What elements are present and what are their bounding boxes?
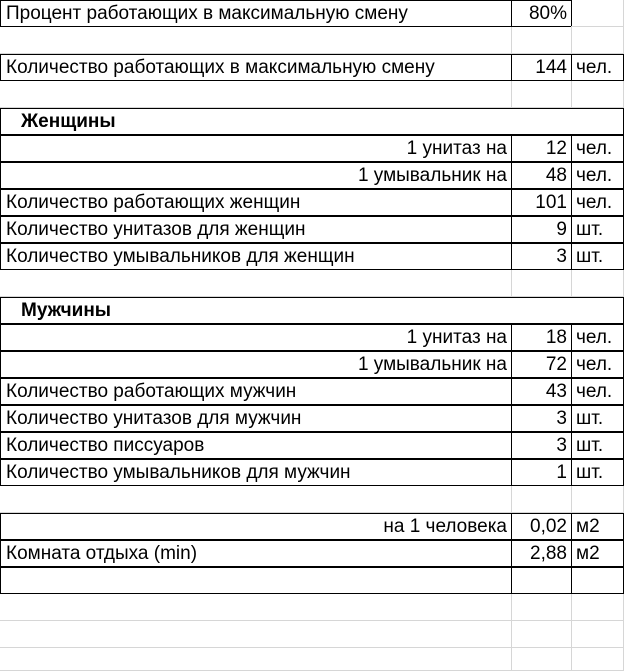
value-cell[interactable]: 0,02 <box>511 513 572 540</box>
table-row <box>0 0 624 27</box>
label-cell[interactable]: 1 унитаз на <box>0 135 512 162</box>
unit-cell[interactable]: чел. <box>571 324 624 351</box>
label-cell[interactable]: Количество работающих в максимальную смену <box>0 54 512 81</box>
empty-row <box>0 27 624 54</box>
unit-cell[interactable]: шт. <box>571 405 624 432</box>
empty-cell[interactable] <box>571 567 624 594</box>
empty-cell[interactable] <box>0 270 512 297</box>
empty-cell[interactable] <box>0 621 512 648</box>
unit-cell[interactable]: м2 <box>571 513 624 540</box>
empty-row <box>0 81 624 108</box>
unit-cell[interactable]: чел. <box>571 54 624 81</box>
value-cell[interactable]: 72 <box>511 351 572 378</box>
table-row <box>0 405 624 432</box>
value-cell[interactable]: 18 <box>511 324 572 351</box>
value-cell[interactable]: 2,88 <box>511 540 572 567</box>
empty-cell[interactable] <box>511 81 572 108</box>
empty-cell[interactable] <box>0 486 512 513</box>
empty-cell[interactable] <box>571 486 624 513</box>
value-cell[interactable]: 101 <box>511 189 572 216</box>
table-row <box>0 459 624 486</box>
empty-cell[interactable] <box>0 648 512 671</box>
value-cell[interactable]: 3 <box>511 405 572 432</box>
label-cell[interactable]: 1 умывальник на <box>0 351 512 378</box>
empty-row <box>0 567 624 594</box>
table-row <box>0 216 624 243</box>
unit-cell[interactable]: чел. <box>571 135 624 162</box>
table-row <box>0 162 624 189</box>
label-cell[interactable]: Количество работающих женщин <box>0 189 512 216</box>
label-cell[interactable]: Количество умывальников для женщин <box>0 243 512 270</box>
table-row <box>0 243 624 270</box>
label-cell[interactable]: 1 умывальник на <box>0 162 512 189</box>
value-cell[interactable]: 48 <box>511 162 572 189</box>
unit-cell[interactable]: шт. <box>571 432 624 459</box>
section-row-women <box>0 108 624 135</box>
table-row <box>0 540 624 567</box>
empty-row <box>0 621 624 648</box>
unit-cell[interactable]: чел. <box>571 351 624 378</box>
table-row <box>0 324 624 351</box>
empty-cell[interactable] <box>511 270 572 297</box>
table-row <box>0 135 624 162</box>
label-cell[interactable]: Количество умывальников для мужчин <box>0 459 512 486</box>
empty-cell[interactable] <box>571 594 624 621</box>
empty-cell[interactable] <box>571 621 624 648</box>
value-cell[interactable]: 43 <box>511 378 572 405</box>
empty-cell[interactable] <box>571 81 624 108</box>
empty-cell[interactable] <box>571 648 624 671</box>
unit-cell[interactable]: шт. <box>571 216 624 243</box>
empty-cell[interactable] <box>0 81 512 108</box>
unit-cell[interactable] <box>571 0 624 27</box>
unit-cell[interactable]: чел. <box>571 162 624 189</box>
value-cell[interactable]: 9 <box>511 216 572 243</box>
empty-cell[interactable] <box>571 270 624 297</box>
label-cell[interactable]: 1 унитаз на <box>0 324 512 351</box>
label-cell[interactable]: Количество унитазов для мужчин <box>0 405 512 432</box>
label-cell[interactable]: Количество писсуаров <box>0 432 512 459</box>
unit-cell[interactable]: м2 <box>571 540 624 567</box>
unit-cell[interactable]: чел. <box>571 189 624 216</box>
value-cell[interactable]: 80% <box>511 0 572 27</box>
empty-row <box>0 594 624 621</box>
value-cell[interactable]: 144 <box>511 54 572 81</box>
label-cell[interactable]: Комната отдыха (min) <box>0 540 512 567</box>
empty-cell[interactable] <box>511 648 572 671</box>
empty-cell[interactable] <box>571 27 624 54</box>
empty-row <box>0 486 624 513</box>
empty-cell[interactable] <box>0 594 512 621</box>
value-cell[interactable]: 12 <box>511 135 572 162</box>
unit-cell[interactable]: шт. <box>571 459 624 486</box>
table-row <box>0 378 624 405</box>
unit-cell[interactable]: шт. <box>571 243 624 270</box>
value-cell[interactable]: 1 <box>511 459 572 486</box>
table-row <box>0 432 624 459</box>
empty-cell[interactable] <box>511 621 572 648</box>
value-cell[interactable]: 3 <box>511 432 572 459</box>
label-cell[interactable]: на 1 человека <box>0 513 512 540</box>
empty-cell[interactable] <box>0 567 512 594</box>
empty-cell[interactable] <box>511 486 572 513</box>
section-header-women[interactable]: Женщины <box>0 108 624 135</box>
empty-cell[interactable] <box>511 567 572 594</box>
empty-cell[interactable] <box>511 594 572 621</box>
label-cell[interactable]: Процент работающих в максимальную смену <box>0 0 512 27</box>
unit-cell[interactable]: чел. <box>571 378 624 405</box>
empty-cell[interactable] <box>511 27 572 54</box>
table-row <box>0 513 624 540</box>
empty-row <box>0 648 624 671</box>
table-row <box>0 54 624 81</box>
table-row <box>0 351 624 378</box>
section-row-men <box>0 297 624 324</box>
label-cell[interactable]: Количество работающих мужчин <box>0 378 512 405</box>
empty-cell[interactable] <box>0 27 512 54</box>
table-row <box>0 189 624 216</box>
empty-row <box>0 270 624 297</box>
section-header-men[interactable]: Мужчины <box>0 297 624 324</box>
value-cell[interactable]: 3 <box>511 243 572 270</box>
label-cell[interactable]: Количество унитазов для женщин <box>0 216 512 243</box>
